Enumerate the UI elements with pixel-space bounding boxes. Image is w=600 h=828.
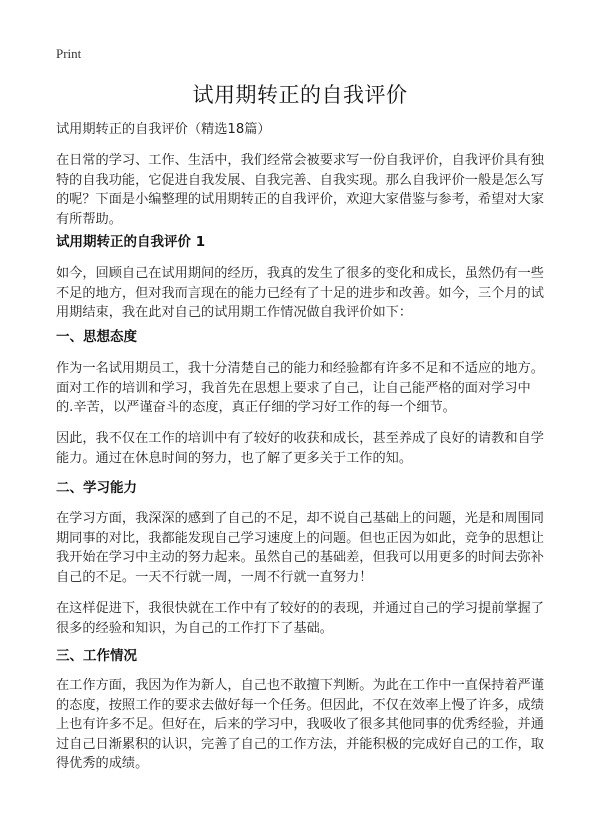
section-intro-paragraph: 如今，回顾自己在试用期间的经历，我真的发生了很多的变化和成长，虽然仍有一些不足的地方，但对我而言现在的能力已经有了十足的进步和改善。如今，三个月的试用期结束，我在此对自己的试用期工作情况做自我评价如下： <box>56 266 544 320</box>
heading-thought-attitude: 一、思想态度 <box>56 329 137 345</box>
page-title: 试用期转正的自我评价 <box>192 83 408 107</box>
heading-learning-ability: 二、学习能力 <box>56 480 137 496</box>
article-subtitle: 试用期转正的自我评价（精选18篇） <box>56 122 271 137</box>
section-title: 试用期转正的自我评价 1 <box>56 234 206 250</box>
intro-paragraph: 在日常的学习、工作、生活中，我们经常会被要求写一份自我评价，自我评价具有独特的自我功能，它促进自我发展、自我完善、自我实现。那么自我评价一般是怎么写的呢？下面是小编整理的试用期转正的自我评价，欢迎大家借鉴与参考，希望对大家有所帮助。 <box>56 153 544 227</box>
paragraph-attitude-1: 作为一名试用期员工，我十分清楚自己的能力和经验都有许多不足和不适应的地方。面对工作的培训和学习，我首先在思想上要求了自己，让自己能严格的面对学习中的.辛苦，以严谨奋斗的态度，真正仔细的学习好工作的每一个细节。 <box>56 361 544 415</box>
paragraph-attitude-2: 因此，我不仅在工作的培训中有了较好的收获和成长，甚至养成了良好的请教和自学能力。通过在休息时间的努力，也了解了更多关于工作的知。 <box>56 431 544 466</box>
print-link[interactable]: Print <box>56 46 82 61</box>
paragraph-learning-1: 在学习方面，我深深的感到了自己的不足，却不说自己基础上的问题，光是和周围同期同事的对比，我都能发现自己学习速度上的问题。但也正因为如此，竞争的思想让我开始在学习中主动的努力起来。虽然自己的基础差，但我可以用更多的时间去弥补自己的不足。一天不行就一周，一周不行就一直努力！ <box>56 511 544 585</box>
heading-work-situation: 三、工作情况 <box>56 648 137 664</box>
paragraph-work-1: 在工作方面，我因为作为新人，自己也不敢擅下判断。为此在工作中一直保持着严谨的态度，按照工作的要求去做好每一个任务。但因此，不仅在效率上慢了许多，成绩上也有许多不足。但好在，后来的学习中，我吸收了很多其他同事的优秀经验，并通过自己日渐累积的认识，完善了自己的工作方法，并能积极的完成好自己的工作，取得优秀的成绩。 <box>56 678 544 771</box>
paragraph-learning-2: 在这样促进下，我很快就在工作中有了较好的的表现，并通过自己的学习提前掌握了很多的经验和知识，为自己的工作打下了基础。 <box>56 601 544 636</box>
